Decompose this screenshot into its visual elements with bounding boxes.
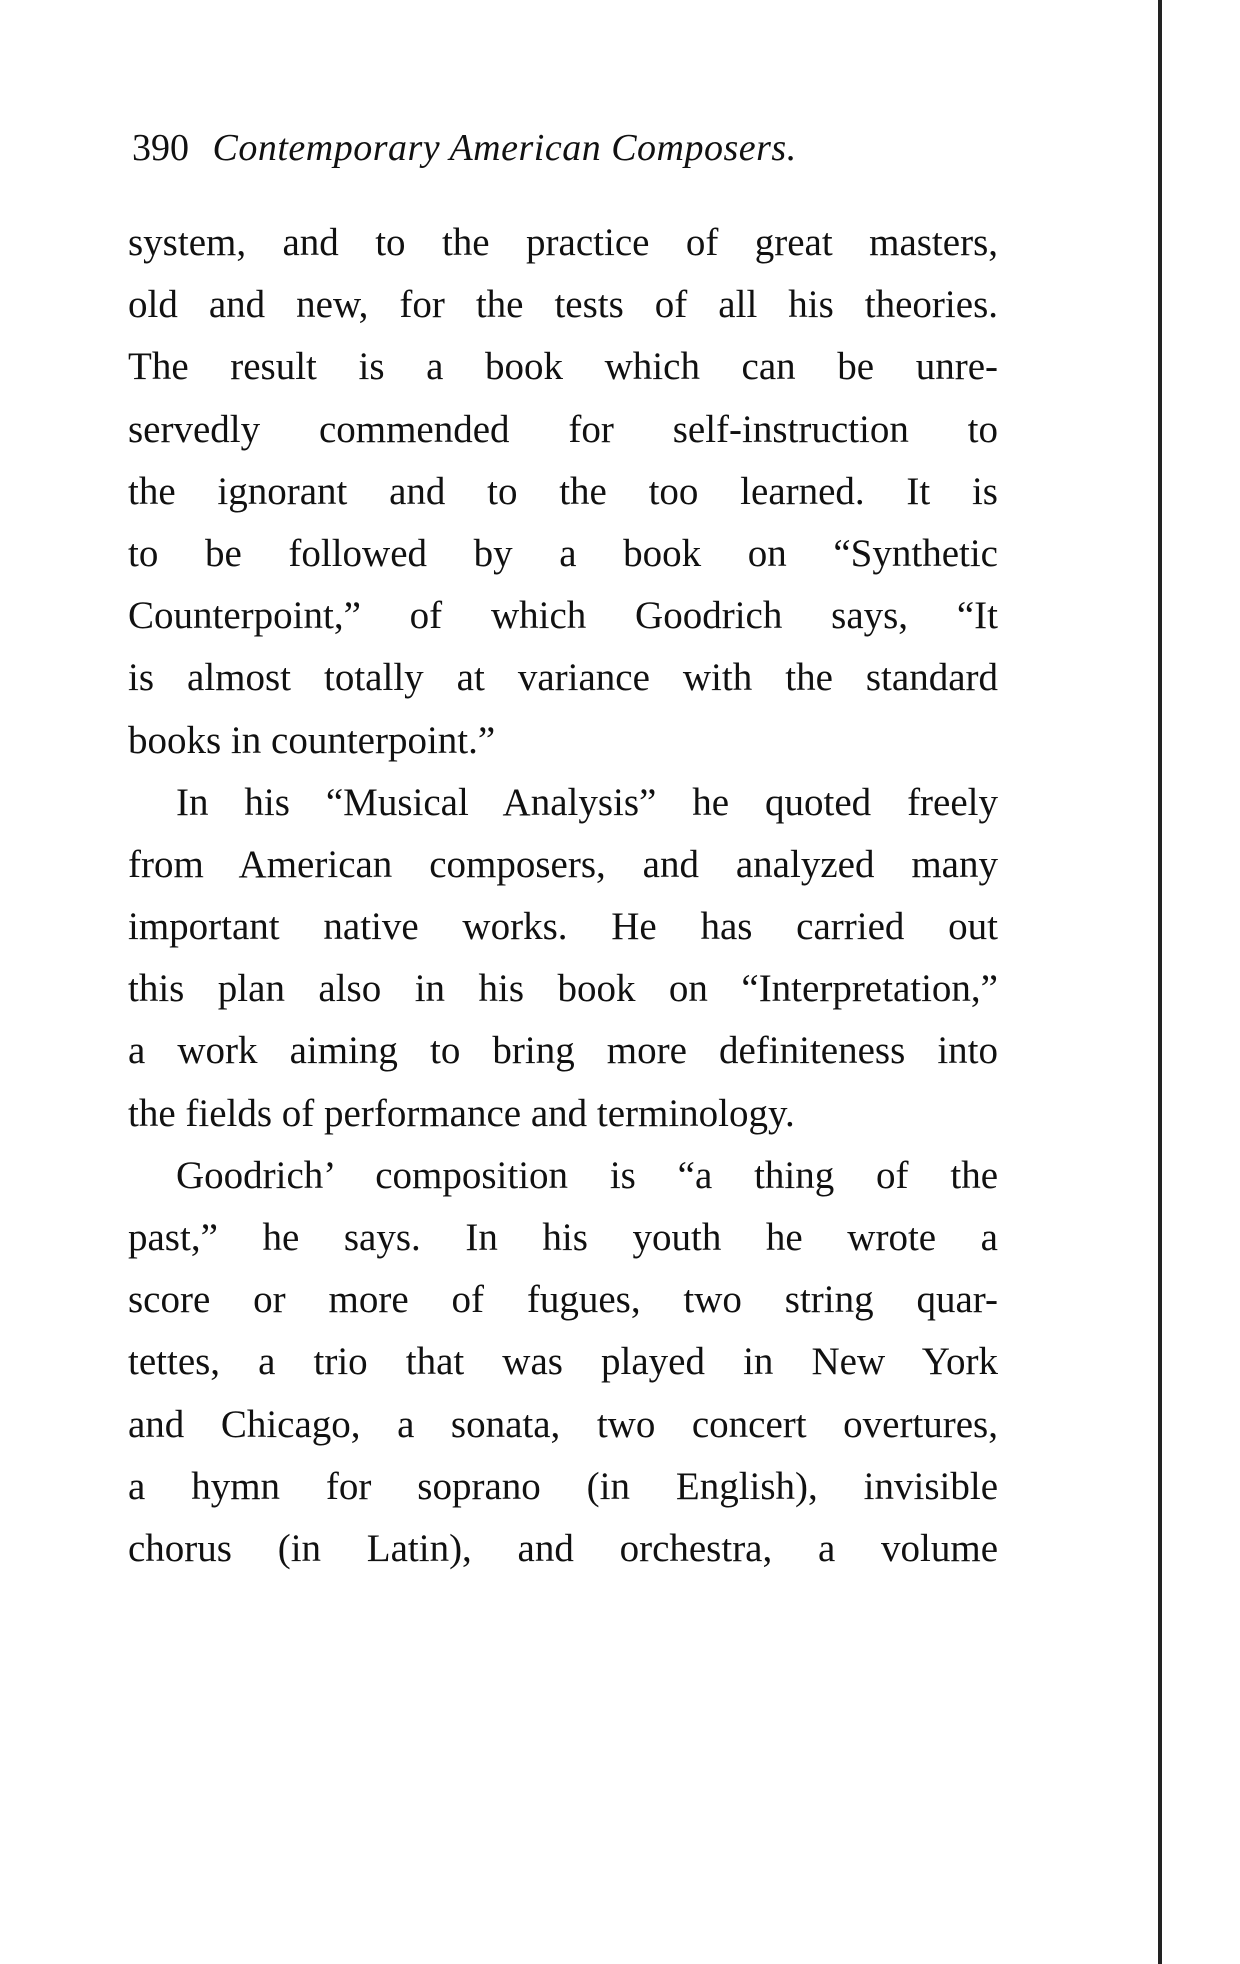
text-line: books in counterpoint.” xyxy=(128,718,496,762)
text-line: this plan also in his book on “Interpretation,” xyxy=(128,967,998,1011)
text-line: a work aiming to bring more definiteness into xyxy=(128,1029,998,1073)
text-line: Goodrich’ composition is “a thing of the xyxy=(176,1153,998,1197)
text-line: is almost totally at variance with the standard xyxy=(128,656,998,700)
text-line: score or more of fugues, two string quar- xyxy=(128,1278,998,1322)
page-edge-line xyxy=(1158,0,1162,1964)
text-line: Counterpoint,” of which Goodrich says, “It xyxy=(128,594,998,638)
text-line: old and new, for the tests of all his theories. xyxy=(128,283,998,327)
text-line: The result is a book which can be unre- xyxy=(128,345,998,389)
text-line: a hymn for soprano (in English), invisible xyxy=(128,1464,998,1508)
text-line: system, and to the practice of great masters, xyxy=(128,221,998,264)
page-number: 390 xyxy=(132,127,189,169)
text-line: chorus (in Latin), and orchestra, a volume xyxy=(128,1526,998,1570)
text-line: tettes, a trio that was played in New York xyxy=(128,1340,998,1384)
text-line: the fields of performance and terminology. xyxy=(128,1091,795,1135)
text-line: and Chicago, a sonata, two concert overtures, xyxy=(128,1402,998,1446)
text-line: past,” he says. In his youth he wrote a xyxy=(128,1216,998,1259)
text-line: from American composers, and analyzed many xyxy=(128,842,998,886)
page-body xyxy=(128,212,998,1580)
running-title: Contemporary American Composers. xyxy=(212,127,797,169)
text-line: In his “Musical Analysis” he quoted freely xyxy=(176,780,998,824)
text-line: the ignorant and to the too learned. It is xyxy=(128,469,998,513)
text-line: to be followed by a book on “Synthetic xyxy=(128,531,998,575)
text-line: important native works. He has carried out xyxy=(128,905,998,949)
text-line: servedly commended for self-instruction to xyxy=(128,407,998,451)
running-header xyxy=(132,124,797,172)
